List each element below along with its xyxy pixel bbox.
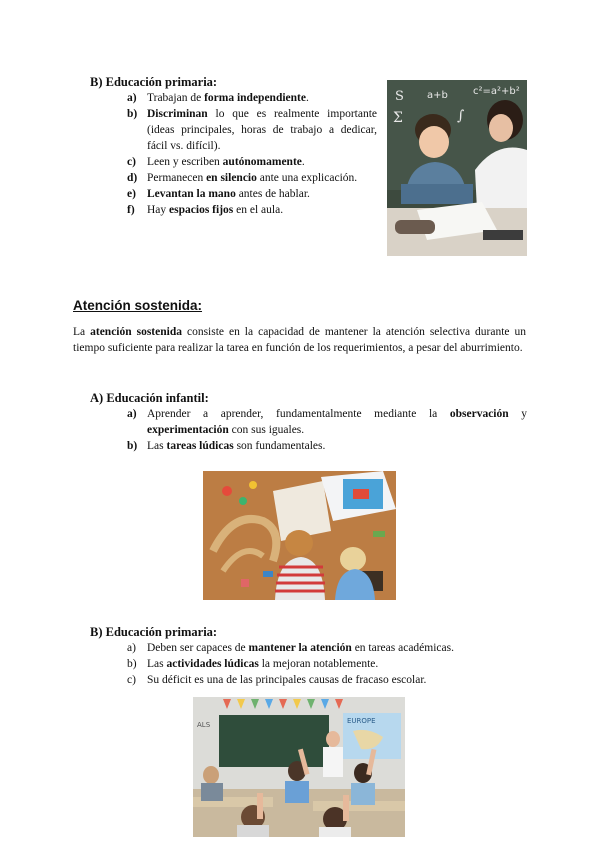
board-text: a+b bbox=[427, 90, 448, 101]
list-item: a) Trabajan de forma independiente. bbox=[127, 92, 309, 104]
photo-illustration bbox=[387, 80, 527, 256]
list-item: c) Leen y escriben autónomamente. bbox=[127, 156, 305, 168]
board-text: ∫ bbox=[457, 108, 465, 124]
infantil-list bbox=[127, 406, 527, 454]
primaria-list-2 bbox=[127, 640, 527, 688]
board-text: EUROPE bbox=[347, 717, 376, 725]
list-item: d) Permanecen en silencio ante una explicación. bbox=[127, 172, 358, 184]
list-item: b) Las actividades lúdicas la mejoran notablemente. bbox=[127, 658, 379, 670]
list-item: b) Discriminan lo que es realmente importante (ideas principales, horas de trabajo a dedicar, fácil vs. difícil). bbox=[127, 108, 377, 152]
list-item: c) Su déficit es una de las principales causas de fracaso escolar. bbox=[127, 674, 427, 686]
list-item: f) Hay espacios fijos en el aula. bbox=[127, 204, 284, 216]
tutor-helping-child-photo bbox=[387, 80, 527, 256]
board-text: c²=a²+b² bbox=[473, 86, 520, 97]
atencion-sostenida-paragraph: La atención sostenida consiste en la capacidad de mantener la atención selectiva durante un tiempo suficiente para realizar la tarea en función de los requerimientos, a pesar del aburrimiento. bbox=[73, 326, 526, 354]
section-title-atencion-sostenida: Atención sostenida: bbox=[73, 298, 203, 313]
photo-illustration bbox=[193, 697, 405, 837]
list-item: a) Aprender a aprender, fundamentalmente mediante la observación y experimentación con sus iguales. bbox=[127, 408, 528, 436]
section-heading-primaria-2: B) Educación primaria: bbox=[90, 625, 218, 639]
classroom-raised-hands-photo bbox=[193, 697, 405, 837]
board-text: ALS bbox=[197, 721, 211, 729]
list-item: b) Las tareas lúdicas son fundamentales. bbox=[127, 440, 326, 452]
section-heading-primaria-1: B) Educación primaria: bbox=[90, 75, 218, 89]
photo-illustration bbox=[203, 471, 396, 600]
section-heading-infantil: A) Educación infantil: bbox=[90, 391, 209, 405]
board-text: S bbox=[395, 89, 404, 104]
board-text: Σ bbox=[393, 110, 403, 126]
list-item: e) Levantan la mano antes de hablar. bbox=[127, 188, 310, 200]
children-playing-photo bbox=[203, 471, 396, 600]
list-item: a) Deben ser capaces de mantener la atención en tareas académicas. bbox=[127, 642, 454, 654]
primaria-list-1 bbox=[127, 90, 377, 218]
